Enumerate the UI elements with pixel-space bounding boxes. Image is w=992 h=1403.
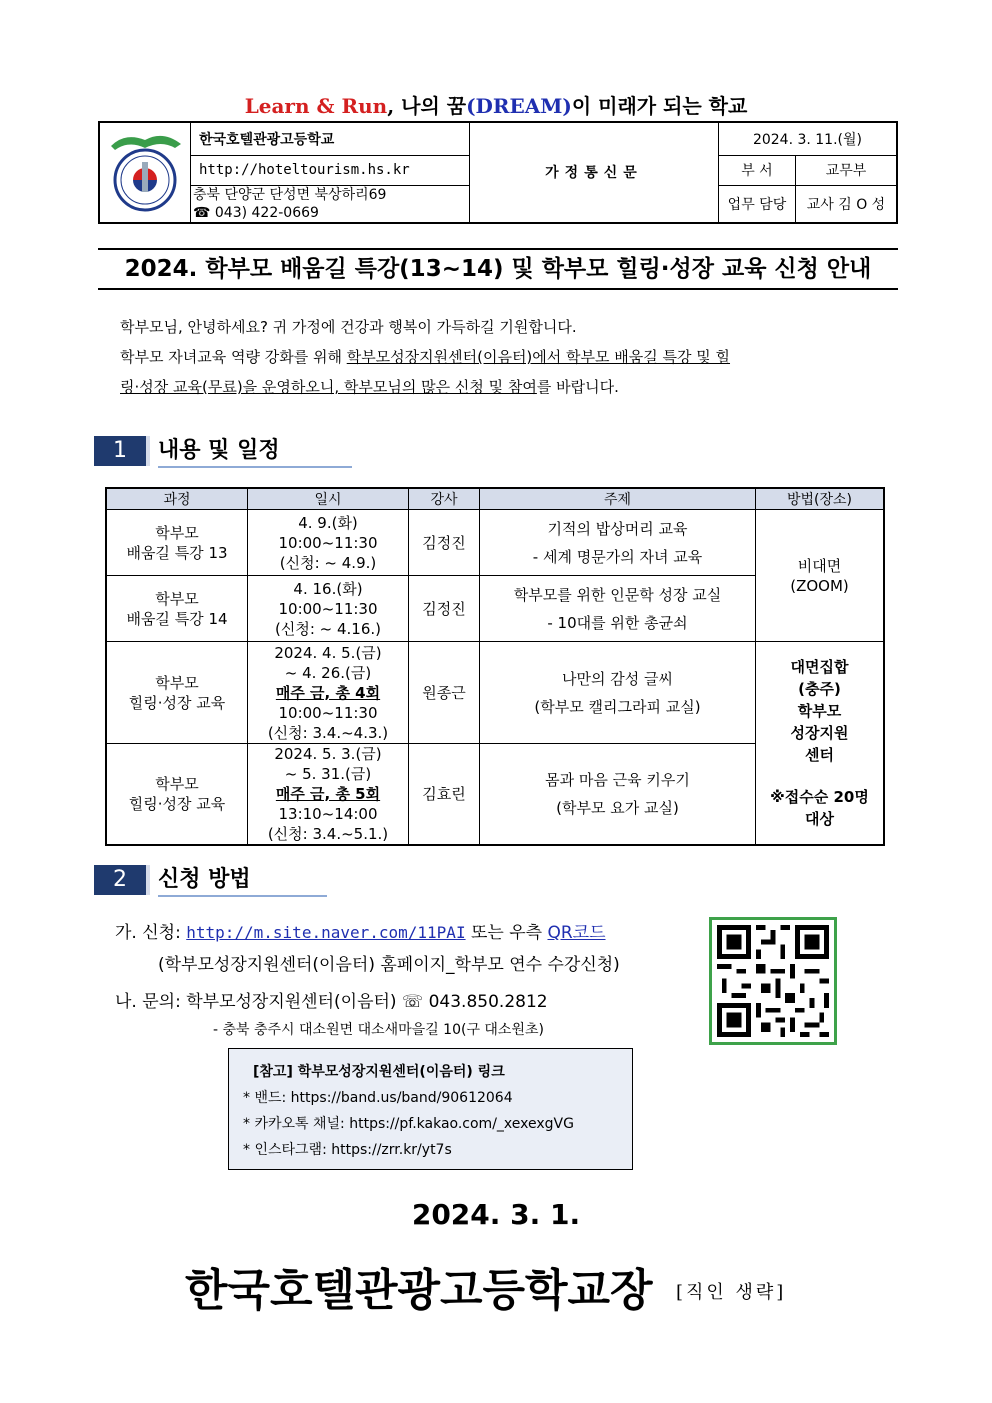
contact-value: 교사 김 O 성 [795, 185, 897, 223]
apply-label: 가. 신청: [115, 923, 181, 943]
topic-line: 기적의 밥상머리 교육 [547, 519, 688, 538]
method-line: ※접수순 20명 [770, 788, 869, 806]
inquiry-label: 나. 문의: [115, 992, 181, 1012]
reference-title: [참고] 학부모성장지원센터(이음터) 링크 [253, 1064, 505, 1080]
newsletter-title: 가정통신문 [469, 122, 718, 223]
method-line: (ZOOM) [790, 576, 849, 595]
center-address: - 충북 충주시 대소원면 대소새마을길 10(구 대소원초) [213, 1022, 544, 1038]
apply-subtext: (학부모성장지원센터(이음터) 홈페이지_학부모 연수 수강신청) [158, 955, 620, 975]
method-offline-cell [756, 642, 885, 846]
topic-cell [480, 744, 756, 846]
intro-line-2-plain: 학부모 자녀교육 역량 강화를 위해 [120, 348, 347, 366]
school-phone: ☎ 043) 422-0669 [193, 204, 319, 221]
date-cell [248, 510, 409, 576]
method-line: 비대면 [797, 556, 842, 575]
course-line: 힐링·성장 교육 [128, 693, 226, 712]
inquiry-contact: 학부모성장지원센터(이음터) ☏ 043.850.2812 [186, 992, 548, 1012]
course-cell [106, 744, 248, 846]
frequency-line: 매주 금, 총 5회 [275, 785, 381, 803]
course-line: 학부모 [155, 589, 199, 608]
topic-line: 나만의 감성 글씨 [562, 669, 673, 688]
apply-line [115, 918, 606, 943]
method-line: (충주) [798, 680, 841, 698]
date-cell [248, 744, 409, 846]
inquiry-line [115, 987, 548, 1012]
school-motto [0, 90, 992, 119]
topic-line: (학부모 캘리그라피 교실) [534, 697, 701, 716]
col-topic: 주제 [480, 488, 756, 510]
qr-code-link[interactable]: QR코드 [547, 923, 606, 943]
motto-suffix: 이 미래가 되는 학교 [571, 94, 748, 118]
topic-line: 학부모를 위한 인문학 성장 교실 [513, 585, 722, 604]
topic-line: - 세계 명문가의 자녀 교육 [532, 547, 703, 566]
school-name: 한국호텔관광고등학교 [191, 122, 470, 155]
course-cell [106, 576, 248, 642]
time-line: 10:00~11:30 [278, 599, 378, 618]
topic-cell [480, 510, 756, 576]
teacher-cell: 김효린 [409, 744, 480, 846]
course-line: 학부모 [155, 523, 199, 542]
section-2-number: 2 [94, 865, 150, 895]
topic-cell [480, 576, 756, 642]
course-line: 배움길 특강 13 [126, 543, 228, 562]
deadline-line: (신청: 3.4.~4.3.) [267, 723, 389, 742]
footer-date: 2024. 3. 1. [411, 1198, 581, 1231]
time-line: 10:00~11:30 [278, 533, 378, 552]
method-line: 센터 [805, 746, 834, 764]
date-cell [248, 576, 409, 642]
course-line: 학부모 [155, 673, 199, 692]
intro-line-3 [120, 372, 890, 402]
course-line: 배움길 특강 14 [126, 609, 228, 628]
motto-dream-prefix: , 나의 꿈 [387, 94, 467, 118]
deadline-line: (신청: ~ 4.16.) [274, 619, 381, 638]
time-line: 10:00~11:30 [278, 703, 378, 722]
date-line: 4. 9.(화) [298, 513, 358, 532]
intro-line-1: 학부모님, 안녕하세요? 귀 가정에 건강과 행복이 가득하길 기원합니다. [120, 318, 577, 336]
dept-value: 교무부 [795, 155, 897, 185]
motto-dream: (DREAM) [466, 94, 572, 118]
method-spacer [756, 766, 883, 786]
col-date: 일시 [248, 488, 409, 510]
method-line: 성장지원 [790, 724, 849, 742]
col-course: 과정 [106, 488, 248, 510]
date-line: 4. 16.(화) [293, 579, 363, 598]
section-1-heading [94, 436, 394, 466]
method-line: 대상 [805, 810, 834, 828]
date-line: 2024. 4. 5.(금) [274, 643, 382, 662]
date-line: 2024. 5. 3.(금) [274, 745, 382, 763]
dept-label: 부 서 [718, 155, 795, 185]
letterhead [98, 121, 898, 224]
section-2-title: 신청 방법 [158, 865, 327, 897]
apply-url-link[interactable]: http://m.site.naver.com/11PAI [186, 923, 466, 942]
school-logo-icon [105, 124, 185, 216]
deadline-line: (신청: ~ 4.9.) [279, 553, 377, 572]
section-2-heading [94, 865, 394, 895]
topic-line: - 10대를 위한 총균쇠 [547, 613, 688, 632]
school-address-cell [191, 185, 470, 223]
deadline-line: (신청: 3.4.~5.1.) [267, 825, 389, 843]
method-line: 학부모 [797, 702, 842, 720]
table-row [106, 642, 884, 744]
reference-instagram-link[interactable]: * 인스타그램: https://zrr.kr/yt7s [243, 1142, 452, 1158]
school-url[interactable]: http://hoteltourism.hs.kr [191, 155, 470, 185]
topic-line: 몸과 마음 근육 키우기 [545, 771, 690, 789]
document-title: 2024. 학부모 배움길 특강(13~14) 및 학부모 힐링·성장 교육 신청 안내 [98, 248, 898, 290]
seal-omitted-note: [직인 생략] [676, 1282, 787, 1303]
reference-band-link[interactable]: * 밴드: https://band.us/band/90612064 [243, 1090, 513, 1106]
motto-learn-run: Learn & Run [244, 94, 388, 118]
date-line: ~ 5. 31.(금) [284, 765, 372, 783]
table-row [106, 510, 884, 576]
teacher-cell: 김정진 [409, 510, 480, 576]
apply-or-text: 또는 우측 [470, 923, 543, 943]
issue-date: 2024. 3. 11.(월) [718, 122, 897, 155]
reference-kakao-link[interactable]: * 카카오톡 채널: https://pf.kakao.com/_xexexgVG [243, 1116, 574, 1132]
col-teacher: 강사 [409, 488, 480, 510]
method-line: 대면집합 [790, 658, 849, 676]
col-method: 방법(장소) [756, 488, 885, 510]
reference-box [228, 1048, 633, 1170]
intro-text [120, 312, 890, 402]
qr-code[interactable] [709, 917, 837, 1045]
course-cell [106, 510, 248, 576]
contact-label: 업무 담당 [718, 185, 795, 223]
method-online-cell [756, 510, 885, 642]
intro-line-2 [120, 342, 890, 372]
course-line: 힐링·성장 교육 [128, 795, 226, 813]
teacher-cell: 원종근 [409, 642, 480, 744]
topic-cell [480, 642, 756, 744]
school-address: 충북 단양군 단성면 북상하리69 [193, 186, 387, 203]
teacher-cell: 김정진 [409, 576, 480, 642]
qr-code-icon [712, 920, 834, 1042]
course-line: 학부모 [155, 775, 199, 793]
school-logo-cell [99, 122, 191, 223]
section-1-number: 1 [94, 436, 150, 466]
date-cell [248, 642, 409, 744]
schedule-table [105, 487, 885, 846]
course-cell [106, 642, 248, 744]
date-line: ~ 4. 26.(금) [284, 663, 372, 682]
time-line: 13:10~14:00 [278, 805, 378, 823]
principal-signature: 한국호텔관광고등학교장 [185, 1265, 653, 1316]
frequency-line: 매주 금, 총 4회 [275, 683, 381, 702]
section-1-title: 내용 및 일정 [158, 436, 352, 468]
intro-line-3-underlined: 링·성장 교육(무료)을 운영하오니, 학부모님의 많은 신청 및 참여 [120, 378, 537, 396]
topic-line: (학부모 요가 교실) [556, 799, 679, 817]
intro-line-2-underlined: 학부모성장지원센터(이음터)에서 학부모 배움길 특강 및 힐 [346, 348, 731, 366]
schedule-header-row [106, 488, 884, 510]
intro-line-3-plain: 를 바랍니다. [536, 378, 619, 396]
